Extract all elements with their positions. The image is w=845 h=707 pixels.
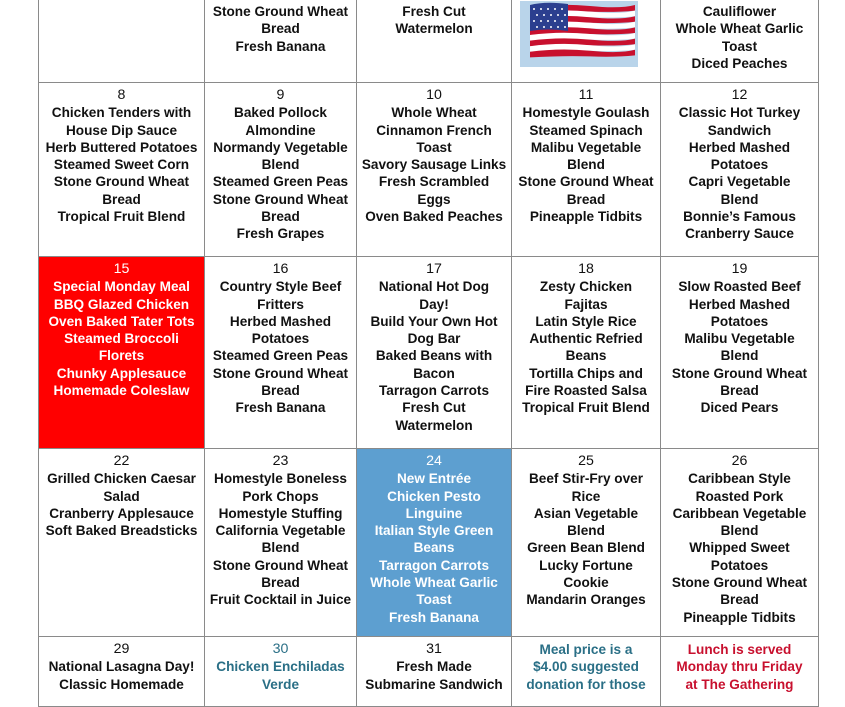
menu-item: Slow Roasted Beef	[678, 279, 801, 295]
menu-item: Steamed Green Peas	[212, 174, 349, 190]
menu-item: Caribbean Style	[688, 471, 791, 487]
menu-item: Bread	[261, 21, 300, 37]
menu-item: Potatoes	[710, 313, 769, 329]
menu-item: Caribbean Vegetable	[672, 505, 807, 521]
menu-item: Steamed Green Peas	[212, 348, 349, 364]
day-cell	[357, 83, 512, 257]
menu-item: Bread	[261, 575, 300, 591]
menu-item: Fresh Banana	[389, 609, 479, 625]
menu-item: Roasted Pork	[695, 488, 784, 504]
menu-item: Monday thru Friday	[676, 659, 803, 675]
menu-item: Beans	[413, 540, 455, 556]
day-number: 31	[426, 641, 442, 657]
day-number: 22	[113, 453, 130, 469]
day-cell	[39, 83, 205, 257]
menu-item: Pineapple Tidbits	[529, 209, 643, 225]
day-number: 25	[578, 453, 594, 469]
menu-item: Stone Ground Wheat	[212, 191, 349, 207]
menu-item: Blend	[720, 191, 759, 207]
day-number: 18	[578, 261, 594, 277]
menu-item: Bread	[720, 383, 759, 399]
menu-item: Tarragon Carrots	[378, 557, 490, 573]
menu-calendar	[38, 0, 819, 707]
menu-item: Country Style Beef	[219, 279, 342, 295]
menu-item: Whole Wheat	[391, 105, 477, 121]
menu-item: Steamed Spinach	[529, 122, 643, 138]
menu-item: Tortilla Chips and	[529, 365, 643, 381]
day-cell	[205, 637, 357, 707]
menu-item: Meal price is a	[539, 642, 633, 657]
menu-item: Stone Ground Wheat	[212, 557, 349, 573]
menu-item: Italian Style Green	[374, 523, 494, 539]
menu-item: donation for those	[526, 676, 646, 692]
day-cell	[512, 83, 661, 257]
menu-item: Fresh Scrambled	[378, 174, 490, 190]
menu-item: Homestyle Boneless	[214, 471, 347, 487]
menu-item: Herbed Mashed	[229, 313, 332, 329]
american-flag-icon	[520, 1, 638, 67]
menu-item: Homestyle Stuffing	[218, 505, 343, 521]
menu-item: Fajitas	[564, 296, 608, 312]
menu-item: Sandwich	[707, 122, 772, 138]
menu-item: Asian Vegetable	[533, 505, 639, 521]
day-cell	[661, 637, 819, 707]
menu-item: Fresh Banana	[235, 400, 326, 416]
day-cell	[39, 637, 205, 707]
menu-item: Green Bean Blend	[527, 540, 645, 556]
menu-item: Toast	[416, 139, 452, 155]
day-number: 15	[113, 261, 130, 277]
menu-item: Whipped Sweet	[689, 540, 790, 556]
menu-item: Stone Ground Wheat	[671, 575, 808, 591]
menu-item: Fresh Grapes	[236, 226, 325, 242]
day-cell	[39, 257, 205, 449]
menu-item: Mandarin Oranges	[526, 592, 646, 608]
day-number: 10	[426, 87, 442, 103]
day-cell	[357, 0, 512, 83]
menu-item: Whole Wheat Garlic	[675, 21, 804, 37]
day-cell	[357, 637, 512, 707]
menu-item: Almondine	[245, 122, 316, 138]
day-number: 12	[731, 87, 748, 103]
menu-item: Stone Ground Wheat	[671, 365, 808, 381]
menu-item: Steamed Broccoli	[64, 331, 179, 347]
menu-item: Cauliflower	[702, 4, 777, 19]
menu-item: Pork Chops	[242, 488, 319, 504]
menu-item: Tropical Fruit Blend	[522, 400, 650, 416]
menu-item: Rice	[571, 488, 601, 504]
menu-item: Potatoes	[710, 157, 769, 173]
menu-item: Soft Baked Breadsticks	[45, 523, 198, 539]
menu-item: Malibu Vegetable	[530, 139, 642, 155]
menu-item: Fresh Cut	[402, 400, 466, 416]
day-number: 19	[731, 261, 748, 277]
menu-item: Blend	[720, 523, 759, 539]
menu-item: Classic Hot Turkey	[678, 105, 801, 121]
menu-item: Toast	[416, 592, 452, 608]
menu-item: Blend	[720, 348, 759, 364]
day-number: 24	[426, 453, 442, 469]
menu-item: Fresh Banana	[235, 38, 326, 54]
menu-item: Baked Pollock	[234, 105, 327, 121]
menu-item: Diced Pears	[700, 400, 779, 416]
day-cell	[39, 449, 205, 637]
day-number: 23	[272, 453, 289, 469]
menu-item: Oven Baked Tater Tots	[48, 313, 195, 329]
menu-item: Blend	[261, 157, 300, 173]
menu-item: Build Your Own Hot	[370, 313, 498, 329]
menu-item: Day!	[419, 296, 449, 312]
menu-item: Fruit Cocktail in Juice	[209, 592, 352, 608]
menu-item: Blend	[261, 540, 300, 556]
menu-item: Chicken Enchiladas	[216, 659, 345, 675]
menu-item: $4.00 suggested	[533, 659, 639, 675]
flag-cell	[512, 0, 661, 83]
menu-item: Potatoes	[251, 331, 310, 347]
day-cell	[512, 449, 661, 637]
menu-item: National Hot Dog	[378, 279, 490, 295]
menu-item: Stone Ground Wheat	[212, 365, 349, 381]
menu-item: Cranberry Sauce	[685, 226, 794, 242]
menu-item: Steamed Sweet Corn	[53, 157, 190, 173]
menu-item: Capri Vegetable	[688, 174, 791, 190]
day-number: 9	[276, 87, 285, 103]
menu-item: Malibu Vegetable	[684, 331, 795, 347]
menu-item: Bonnie’s Famous	[683, 209, 796, 225]
menu-item: Herbed Mashed	[688, 296, 791, 312]
menu-item: Cinnamon French	[376, 122, 492, 138]
menu-item: Homemade Coleslaw	[53, 383, 190, 399]
menu-item: Oven Baked Peaches	[365, 209, 503, 225]
menu-item: Cookie	[563, 575, 609, 591]
menu-item: Normandy Vegetable	[213, 139, 348, 155]
day-cell	[661, 0, 819, 83]
menu-item: House Dip Sauce	[65, 122, 178, 138]
menu-item: Pineapple Tidbits	[683, 609, 796, 625]
menu-item: Fresh Cut	[402, 4, 466, 19]
menu-item: BBQ Glazed Chicken	[53, 296, 190, 312]
menu-item: Diced Peaches	[691, 55, 788, 71]
menu-item: Cranberry Applesauce	[49, 505, 194, 521]
day-number: 30	[272, 641, 289, 657]
menu-item: National Lasagna Day!	[48, 659, 195, 675]
menu-item: New Entrée	[396, 471, 472, 487]
menu-item: Lunch is served	[687, 642, 792, 657]
day-number: 29	[113, 641, 130, 657]
day-cell	[205, 83, 357, 257]
menu-item: Bread	[261, 383, 300, 399]
menu-item: Herbed Mashed	[688, 139, 791, 155]
menu-item: Tarragon Carrots	[378, 383, 490, 399]
menu-item: Bread	[261, 209, 300, 225]
menu-item: Beef Stir-Fry over	[528, 471, 644, 487]
day-cell	[357, 449, 512, 637]
menu-item: Fire Roasted Salsa	[525, 383, 647, 399]
menu-item: Blend	[567, 157, 605, 173]
menu-item: Zesty Chicken	[539, 279, 633, 295]
menu-item: at The Gathering	[685, 676, 794, 692]
menu-item: Bread	[102, 191, 141, 207]
menu-item: Authentic Refried	[529, 331, 643, 347]
day-cell	[357, 257, 512, 449]
menu-item: Lucky Fortune	[539, 557, 633, 573]
menu-item: Grilled Chicken Caesar	[47, 471, 196, 487]
day-cell	[205, 257, 357, 449]
menu-item: Homestyle Goulash	[522, 105, 650, 121]
menu-item: Blend	[567, 523, 605, 539]
menu-item: California Vegetable	[215, 523, 346, 539]
menu-item: Watermelon	[395, 417, 473, 433]
menu-item: Baked Beans with	[375, 348, 493, 364]
menu-item: Eggs	[417, 191, 451, 207]
menu-item: Chunky Applesauce	[56, 365, 187, 381]
day-cell	[512, 257, 661, 449]
menu-item: Salad	[103, 488, 140, 504]
menu-item: Bacon	[413, 365, 455, 381]
day-cell	[39, 0, 205, 83]
menu-item: Special Monday Meal	[53, 279, 190, 295]
menu-item: Stone Ground Wheat	[212, 4, 349, 19]
menu-item: Beans	[565, 348, 607, 364]
day-number: 11	[578, 87, 594, 103]
day-number: 16	[272, 261, 289, 277]
day-cell	[512, 637, 661, 707]
menu-item: Potatoes	[710, 557, 769, 573]
day-cell	[661, 449, 819, 637]
menu-item: Dog Bar	[407, 331, 461, 347]
menu-item: Tropical Fruit Blend	[57, 209, 186, 225]
menu-item: Toast	[721, 38, 758, 54]
menu-item: Florets	[98, 348, 145, 364]
menu-item: Submarine Sandwich	[365, 676, 503, 692]
day-cell	[661, 83, 819, 257]
menu-item: Classic Homemade	[59, 676, 184, 692]
day-cell	[205, 0, 357, 83]
menu-item: Stone Ground Wheat	[518, 174, 654, 190]
menu-item: Verde	[261, 676, 300, 692]
menu-item: Fresh Made	[396, 659, 472, 675]
day-number: 26	[731, 453, 748, 469]
menu-item: Savory Sausage Links	[361, 157, 507, 173]
day-cell	[205, 449, 357, 637]
day-number: 8	[117, 87, 126, 103]
menu-item: Bread	[566, 191, 606, 207]
day-cell	[661, 257, 819, 449]
day-number: 17	[426, 261, 442, 277]
menu-item: Chicken Tenders with	[51, 105, 192, 121]
menu-item: Linguine	[405, 505, 463, 521]
menu-item: Chicken Pesto	[387, 488, 481, 504]
menu-item: Watermelon	[395, 21, 473, 37]
menu-item: Fritters	[257, 296, 304, 312]
menu-item: Bread	[720, 592, 759, 608]
menu-item: Whole Wheat Garlic	[370, 575, 498, 591]
menu-item: Herb Buttered Potatoes	[45, 139, 198, 155]
menu-item: Latin Style Rice	[535, 313, 637, 329]
menu-item: Stone Ground Wheat	[53, 174, 190, 190]
